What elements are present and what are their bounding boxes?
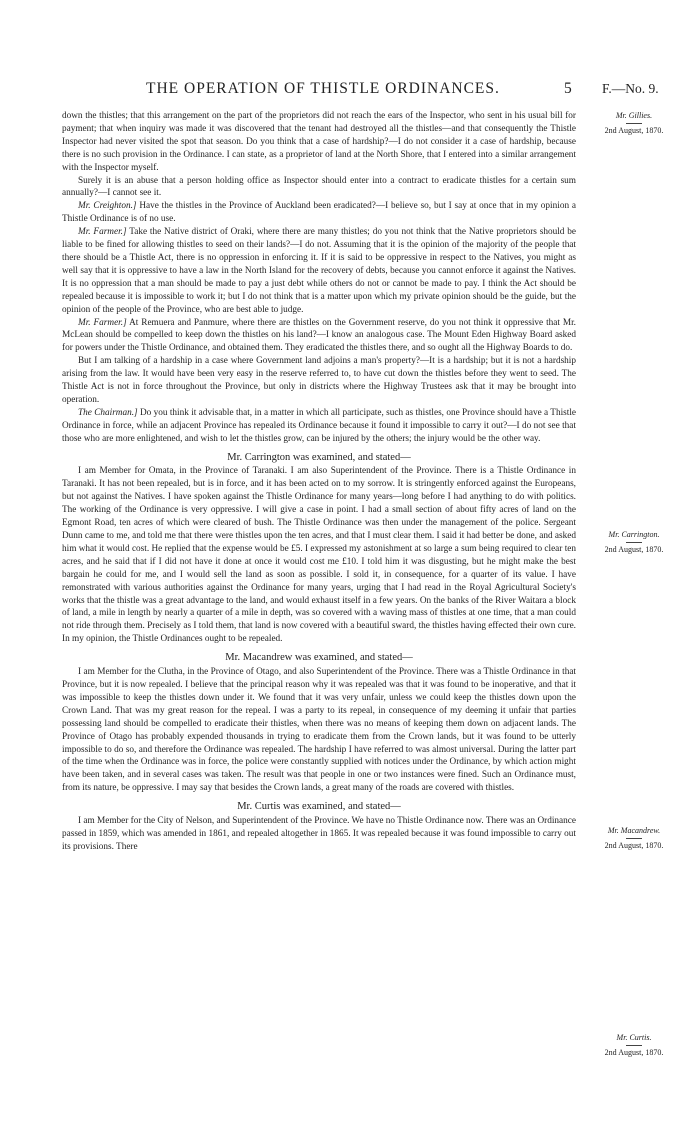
paragraph: down the thistles; that this arrangement on the part of the proprietors did not reach the ears of the Inspector, who sent in his usual bill for payment; that when inquiry was made it was discovered that the tenant had destroyed all the thistles—and that consequently the Thistle Inspector had never visited the spot that season. Do you think that a case of hardship?—I do not consider it a case of hardship, because there is no such provision in the Ordinance. I can state, as a proprietor of land at the North Shore, that I entered into a similar arrangement with the Inspector myself.: [62, 111, 576, 173]
margin-note-date: 2nd August, 1870.: [604, 1048, 664, 1057]
margin-note-rule: [626, 123, 642, 124]
speaker: Mr. Farmer.]: [78, 317, 127, 328]
margin-note-date: 2nd August, 1870.: [604, 841, 664, 850]
paragraph: Surely it is an abuse that a person holding office as Inspector should enter into a contract to eradicate thistles for a certain sum annually?—I cannot see it.: [62, 175, 576, 199]
paragraph: I am Member for Omata, in the Province of Taranaki. I am also Superintendent of the Province. There is a Thistle Ordinance in Taranaki. It has not been repealed, but is in force, and it has been acted on to my sorrow. It is stringently enforced against the Europeans, but not against the Natives. I have spoken against the Thistle Ordinance for many years—long before I had anything to do with politics. The working of the Ordinance is very oppressive. I will give a case in point. I had a small section of about fifty acres of land on the Egmont Road, ten acres of which were cleared of bush. The Thistle Ordinance was then under the management of the police. Sergeant Dunn came to me, and told me that there were thistles upon the ten acres, and that I must clear them. I said it had better be done, and asked him what it would cost. He replied that the expense would be £5. I expressed my astonishment at so large a sum being required to clear ten acres, and he said that if I did not have it done at once it would cost me £10. I told him it was disgusting, but he might make the best bargain he could for me, and I would sell the land as soon as possible. I sold it, in consequence, for a quarter of its value. I have remonstrated with various authorities against the Ordinance for many years, urging that I had read in the Royal Agricultural Society's works that the thistle was a great advantage to the land, and would exhaust itself in a few years. On the banks of the River Waitara a block of land, a mile in length by nearly a quarter of a mile in depth, was so covered with a waving mass of thistles at one time, that a man could not ride through them. Precisely as I told them, that land is now covered with a beautiful sward, the thistles having effected their own cure. In my opinion, the Thistle Ordinances ought to be repealed.: [62, 466, 576, 645]
paragraph: I am Member for the City of Nelson, and Superintendent of the Province. We have no Thistle Ordinance now. There was an Ordinance passed in 1859, which was amended in 1861, and repealed altogether in 1865. It was repealed because it was found impossible to carry out its provisions. There: [62, 816, 576, 852]
speaker: Mr. Farmer.]: [78, 227, 127, 238]
margin-note-name: Mr. Curtis.: [616, 1033, 652, 1042]
page-number: 5: [564, 80, 572, 97]
margin-note-carrington: [578, 529, 690, 555]
paragraph: I am Member for the Clutha, in the Province of Otago, and also Superintendent of the Province. There was a Thistle Ordinance in that Province, but it is now repealed. I believe that the principal reason why it was repealed was that it was found to be inoperative, and that it was impossible to keep the thistles down under it. We found that it was very unfair, unless we could keep the thistles down upon the Crown Land. That was my great reason for the repeal. I was a party to its repeal, in consequence of my deeming it unfair that parties possessing land should be compelled to eradicate their thistles, when there was no means of keeping them down on adjacent lands. The Province of Otago has probably expended thousands in trying to eradicate them from the Crown lands, but it was found to be utterly impossible to do so, and therefore the Ordinance was repealed. The hardship I have referred to was almost universal. During the latter part of the time when the Ordinance was in force, the police were constantly supplied with notices under the Ordinance, by which action might have been taken, and in several cases was taken. The result was that people in one or two instances were fined. Such an Ordinance must, from its nature, be oppressive. I may say that besides the Crown lands, a great many of the roads are covered with thistles.: [62, 667, 576, 794]
paragraph: [62, 200, 576, 226]
margin-note-date: 2nd August, 1870.: [604, 126, 664, 135]
running-title: THE OPERATION OF THISTLE ORDINANCES.: [146, 80, 500, 97]
page-header: [60, 80, 660, 102]
section-heading: Mr. Macandrew was examined, and stated—: [225, 652, 413, 664]
margin-note-curtis: [578, 1032, 690, 1058]
speaker: Mr. Creighton.]: [78, 201, 137, 212]
paragraph: [62, 317, 576, 356]
margin-note-rule: [626, 542, 642, 543]
margin-note-rule: [626, 838, 642, 839]
margin-note-gillies: [578, 110, 690, 136]
speaker: The Chairman.]: [78, 407, 138, 418]
margin-note-name: Mr. Gillies.: [615, 111, 653, 120]
paragraph-text: Do you think it advisable that, in a matter in which all participate, such as thistles, one Province should have a Thistle Ordinance in force, while an adjacent Province has repealed its Ordinance because it found it impossible to carry it out?—I do not see that those who are more enlightened, and wish to let the thistles grow, can be injured by the others; the injury would be the other way.: [62, 407, 577, 444]
document-reference: F.—No. 9.: [602, 81, 659, 96]
paragraph-text: At Remuera and Panmure, where there are thistles on the Government reserve, do you not think it oppressive that Mr. McLean should be compelled to keep down the thistles on his land?—I know an analogous case. The Mount Eden Highway Board asked for powers under the Thistle Ordinance, and obtained them. They eradicated the thistles there, and so ought all the Highway Boards to do.: [62, 317, 576, 354]
margin-note-name: Mr. Macandrew.: [607, 826, 661, 835]
margin-note-rule: [626, 1045, 642, 1046]
margin-note-date: 2nd August, 1870.: [604, 545, 664, 554]
paragraph: [62, 407, 576, 446]
paragraph: But I am talking of a hardship in a case where Government land adjoins a man's property?—It is a hardship; but it is not a hardship arising from the law. It would have been very easy in the reserve referred to, to have cut down the thistles before they went to seed. The Thistle Act is not in force throughout the Province, but only in districts where the Highway Trustees ask that it may be brought into operation.: [62, 356, 576, 405]
paragraph: [62, 226, 576, 316]
margin-note-name: Mr. Carrington.: [608, 530, 660, 539]
section-heading: Mr. Carrington was examined, and stated—: [227, 451, 411, 463]
body-text: [62, 110, 576, 854]
paragraph-text: Take the Native district of Oraki, where there are many thistles; do you not think that the Native proprietors should be liable to be fined for allowing thistles to seed on their lands?—I do not. Assuming that it is the opinion of the majority of the people that there should be a Thistle Act, there is no oppression in enforcing it. If it is said to be oppressive in respect to the Natives, you might as well say that it is oppressive to have a law in the North Island for the recovery of debts, because you cannot enforce it against the Natives. It is no oppression that a man should be made to pay a just debt while others do not or cannot be made to pay. I think the Act should be repealed because it is impossible to work it; but I do not think that is a matter upon which my private opinion should be the guide, but the opinion of the people of the Province, who are best able to judge.: [62, 227, 576, 315]
section-heading: Mr. Curtis was examined, and stated—: [237, 801, 401, 813]
margin-note-macandrew: [578, 825, 690, 851]
paragraph-text: Have the thistles in the Province of Auckland been eradicated?—I believe so, but I say at once that in my opinion a Thistle Ordinance is of no use.: [62, 201, 576, 225]
